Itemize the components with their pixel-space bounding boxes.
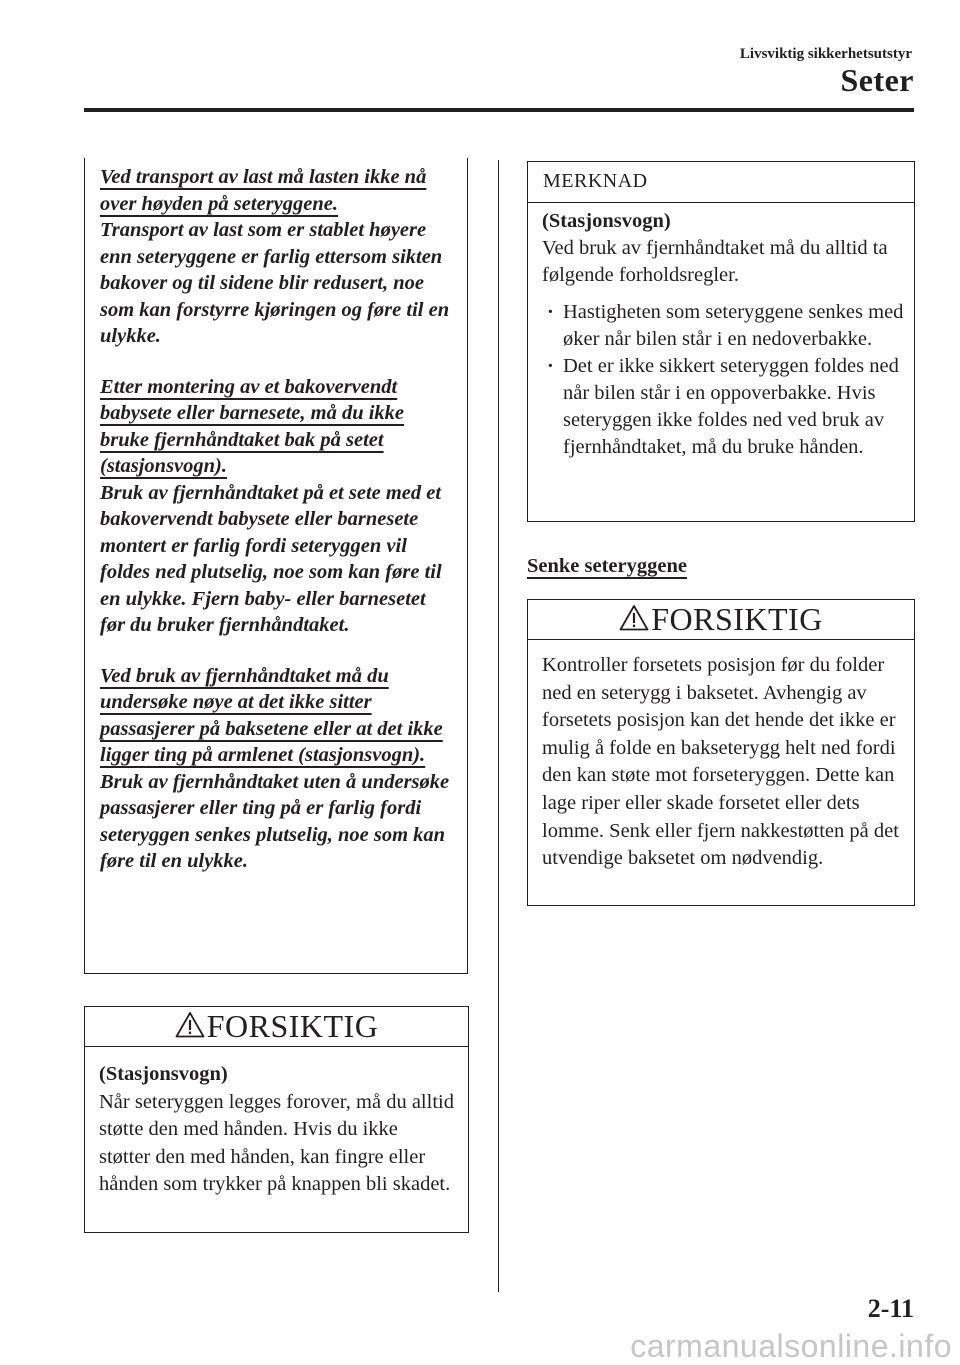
note-body (528, 203, 914, 461)
note-bullet: · Det er ikke sikkert seteryggen foldes ned når bilen står i en oppoverbakke. Hvis seteryggen ikke foldes ned ved bruk av fjernhåndtaket, må du bruke hånden. (542, 353, 904, 461)
watermark: carmanualsonline.info (630, 1328, 952, 1364)
note-bullet: · Hastigheten som seteryggene senkes med øker når bilen står i en nedoverbakke. (542, 299, 904, 353)
note-bullet-list (542, 299, 904, 461)
caution-box-left (84, 1006, 469, 1233)
warning-triangle-icon (619, 604, 649, 631)
warning-triangle-icon (175, 1011, 205, 1038)
warning-heading-1: Ved transport av last må lasten ikke nå over høyden på seteryggene. (100, 166, 427, 215)
header-section-label: Livsviktig sikkerhetsutstyr (739, 46, 912, 62)
warning-text-2: Bruk av fjernhåndtaket på et sete med et bakovervendt babysete eller barnesete montert er farlig fordi seteryggen vil foldes ned plutselig, noe som kan føre til en ulykke. Fjern baby- eller barnesetet før du bruker fjernhåndtaket. (100, 481, 442, 636)
caution-body (528, 640, 914, 873)
note-title: MERKNAD (528, 162, 914, 203)
caution-text: Kontroller forsetets posisjon før du folder ned en seterygg i baksetet. Avhengig av forsetets posisjon kan det hende det ikke er mulig å folde en bakseterygg helt ned fordi den kan støte mot forseteryggen. Dette kan lage riper eller skade forsetet eller dets lomme. Senk eller fjern nakkestøtten på det utvendige baksetet om nødvendig. (542, 654, 899, 870)
caution-subtitle: (Stasjonsvogn) (99, 1063, 228, 1085)
caution-title: FORSIKTIG (206, 1008, 379, 1044)
section-heading: Senke seteryggene (527, 555, 687, 577)
warning-text-3: Bruk av fjernhåndtaket uten å undersøke passasjerer eller ting på er farlig fordi seteryggen senkes plutselig, noe som kan føre til en ulykke. (100, 770, 450, 872)
warning-heading-3: Ved bruk av fjernhåndtaket må du undersøke nøye at det ikke sitter passasjerer på baksetene eller at det ikke ligger ting på armlenet (stasjonsvogn). (100, 664, 443, 766)
caution-title: FORSIKTIG (651, 601, 823, 637)
caution-text: Når seteryggen legges forover, må du alltid støtte den med hånden. Hvis du ikke støtter den med hånden, kan fingre eller hånden som trykker på knappen bli skadet. (99, 1090, 454, 1196)
warning-heading-2: Etter montering av et bakovervendt babysete eller barnesete, må du ikke bruke fjernhåndtaket bak på setet (stasjonsvogn). (100, 375, 405, 477)
column-divider (498, 160, 499, 1292)
caution-header (528, 600, 914, 640)
caution-body (85, 1047, 468, 1199)
page-number: 2-11 (867, 1294, 914, 1323)
header-rule (84, 108, 914, 112)
warning-text-1: Transport av last som er stablet høyere enn seteryggene er farlig ettersom sikten bakover og til sidene blir redusert, noe som kan forstyrre kjøringen og føre til en ulykke. (100, 219, 450, 347)
note-box (527, 161, 915, 522)
caution-box-right (527, 599, 915, 906)
note-subtitle: (Stasjonsvogn) (542, 210, 671, 232)
caution-header (85, 1007, 468, 1047)
page-title: Seter (840, 62, 914, 98)
warning-continuation-box (84, 158, 468, 974)
note-intro: Ved bruk av fjernhåndtaket må du alltid ta følgende forholdsregler. (542, 237, 888, 286)
